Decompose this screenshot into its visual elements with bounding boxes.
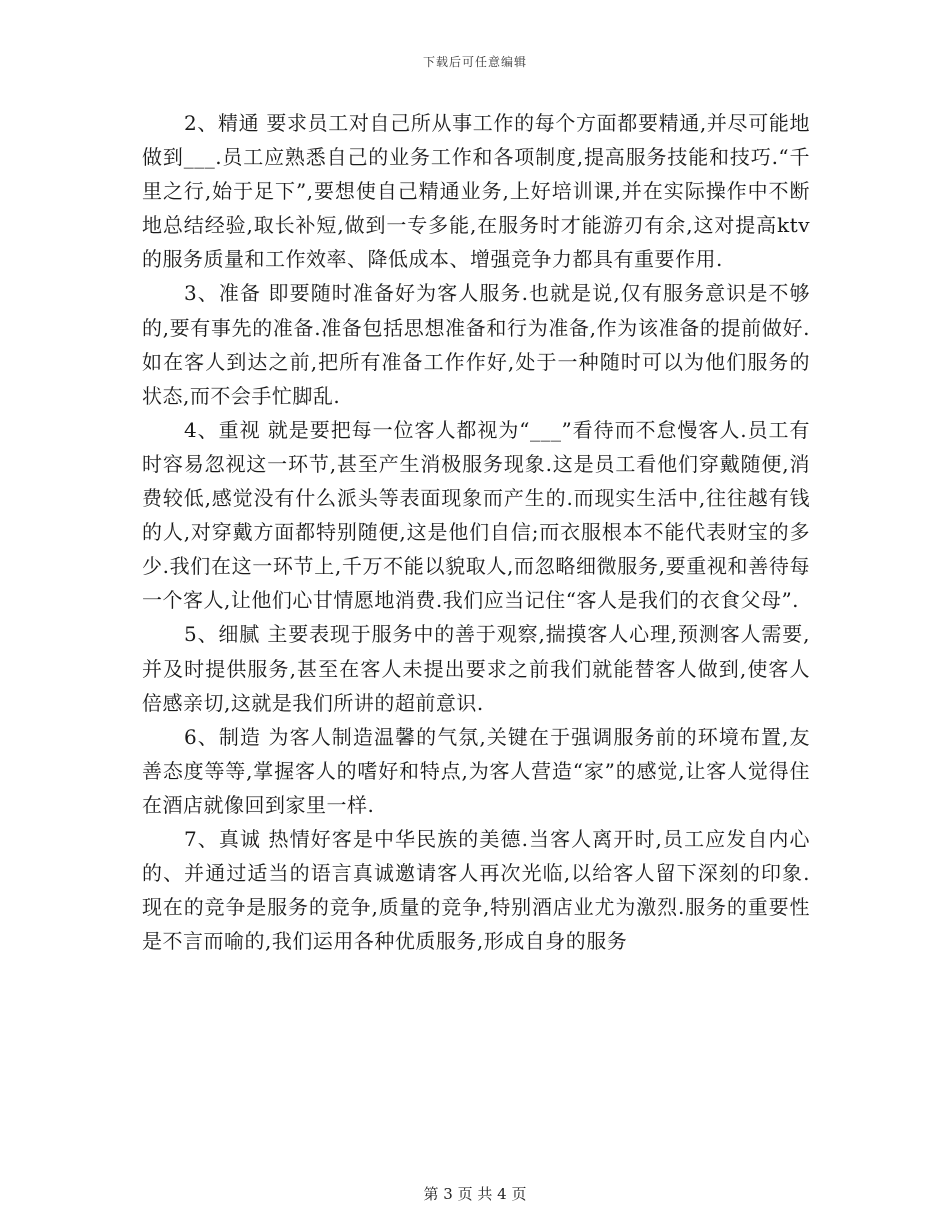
paragraph-atmosphere: 6、制造 为客人制造温馨的气氛,关键在于强调服务前的环境布置,友善态度等等,掌握客人的嗜好和特点,为客人营造“家”的感觉,让客人觉得住在酒店就像回到家里一样. — [142, 724, 810, 817]
paragraph-preparation: 3、准备 即要随时准备好为客人服务.也就是说,仅有服务意识是不够的,要有事先的准备.准备包括思想准备和行为准备,作为该准备的提前做好.如在客人到达之前,把所有准备工作作好,处于一种随时可以为他们服务的状态,而不会手忙脚乱. — [142, 281, 810, 408]
paragraph-attentiveness: 5、细腻 主要表现于服务中的善于观察,揣摸客人心理,预测客人需要,并及时提供服务,甚至在客人未提出要求之前我们就能替客人做到,使客人倍感亲切,这就是我们所讲的超前意识. — [142, 622, 810, 715]
paragraph-attention: 4、重视 就是要把每一位客人都视为“___”看待而不怠慢客人.员工有时容易忽视这一环节,甚至产生消极服务现象.这是员工看他们穿戴随便,消费较低,感觉没有什么派头等表面现象而产生的.而现实生活中,往往越有钱的人,对穿戴方面都特别随便,这是他们自信;而衣服根本不能代表财宝的多少.我们在这一环节上,千万不能以貌取人,而忽略细微服务,要重视和善待每一个客人,让他们心甘情愿地消费.我们应当记住“客人是我们的衣食父母”. — [142, 417, 810, 613]
paragraph-proficiency: 2、精通 要求员工对自己所从事工作的每个方面都要精通,并尽可能地做到___.员工应熟悉自己的业务工作和各项制度,提高服务技能和技巧.“千里之行,始于足下”,要想使自己精通业务,上好培训课,并在实际操作中不断地总结经验,取长补短,做到一专多能,在服务时才能游刃有余,这对提高ktv的服务质量和工作效率、降低成本、增强竞争力都具有重要作用. — [142, 111, 810, 272]
document-body — [142, 106, 810, 958]
paragraph-sincerity: 7、真诚 热情好客是中华民族的美德.当客人离开时,员工应发自内心的、并通过适当的语言真诚邀请客人再次光临,以给客人留下深刻的印象.现在的竞争是服务的竞争,质量的竞争,特别酒店业尤为激烈.服务的重要性是不言而喻的,我们运用各种优质服务,形成自身的服务 — [142, 826, 810, 954]
page-header-note: 下载后可任意编辑 — [422, 55, 527, 69]
page-number: 第 3 页 共 4 页 — [423, 1185, 527, 1203]
